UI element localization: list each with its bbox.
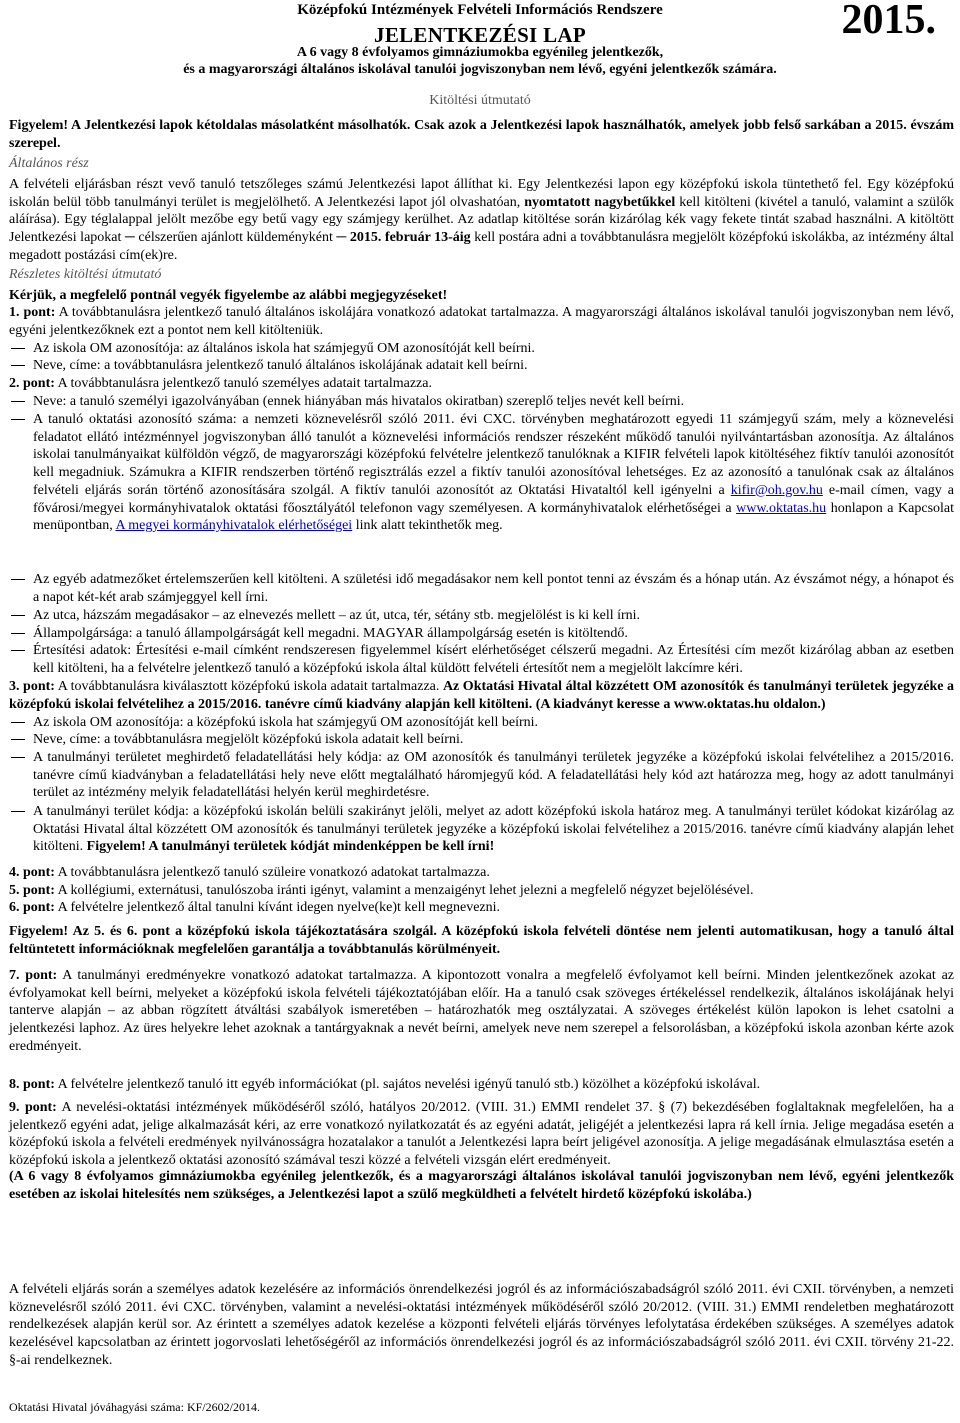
point-2-text: A továbbtanulásra jelentkező tanuló személyes adatait tartalmazza. (54, 376, 432, 391)
point-1 (9, 304, 954, 339)
point-3-bold: Az Oktatási Hivatal által közzétett OM azonosítók és tanulmányi területek jegyzéke a középfokú iskolai felvételihez a 2015/2016. tanévre című kiadvány alapján kell kitölteni. (A kiadványt keresse a www.oktatas.hu oldalon.) (9, 679, 954, 712)
point-3-item-2: Neve, címe: a továbbtanulásra megjelölt középfokú iskola adatait kell beírni. (9, 731, 954, 749)
point-4 (9, 864, 954, 882)
point-2-item-3: Az egyéb adatmezőket értelemszerűen kell kitölteni. A születési idő megadásakor nem kell pontot tenni az évszám és a hónap után. Az évszámot négy, a hónapot és a napot két-két arab számjeggyel kell írni. (9, 571, 954, 606)
point-1-text: A továbbtanulásra jelentkező tanuló általános iskolájára vonatkozó adatokat tartalmazza. A magyarországi általános iskolával tanulói jogviszonyban nem lévő, egyéni jelentkezőknek ezt a pontot nem kell kitölteniük. (9, 305, 954, 338)
warning-paragraph (9, 117, 954, 152)
approval-number: Oktatási Hivatal jóváhagyási száma: KF/2602/2014. (9, 1400, 260, 1414)
general-paragraph (9, 176, 954, 265)
point-9-label: 9. pont: (9, 1100, 57, 1115)
privacy-notice: A felvételi eljárás során a személyes adatok kezelésére az információs önrendelkezési jogról és az információszabadságról szóló 2011. évi CXII. törvényben, a nemzeti köznevelésről szóló 2011. évi CXC. törvényben, valamint a nevelési-oktatási intézmények működéséről szóló 20/2012. (VIII. 31.) EMMI rendeletben meghatározott rendelkezések alapján kerül sor. Az érintett a személyes adatok kezelése a központi felvételi eljárás törvényes lefolytatása érdekében szükséges. A személyes adatok kezelésével kapcsolatban az érintett jogorvoslati lehetőségéről az információs önrendelkezési jogról és az információszabadságról szóló 2011. évi CXII. törvény 21-22. §-ai rendelkeznek. (9, 1282, 954, 1368)
warning-2: Figyelem! Az 5. és 6. pont a középfokú iskola tájékoztatására szolgál. A középfokú iskola felvételi döntése nem jelenti automatikusan, hogy a tanuló által feltüntetett információknak megfelelően garantálja a továbbtanulás körülményeit. (9, 924, 954, 957)
point-8-text: A felvételre jelentkező tanuló itt egyéb információkat (pl. sajátos nevelési igényű tanuló stb.) közölhet a középfokú iskolával. (54, 1077, 761, 1092)
point-2-item-2-text-1: A tanuló oktatási azonosító száma: a nemzeti köznevelésről szóló 2011. évi CXC. törvényben meghatározott egyedi 11 számjegyű szám, mely a köznevelési feladatot ellátó intézménnyel jogviszonyban álló tanulót a köznevelési információs rendszer részeként működő tanulói nyilvántartásban azonosítja. Az általános iskolai tanulmányaikat külföldön végző, de magyarországi középfokú felvételre jelentkező tanulóknak a KIFIR felvételi lapok kitöltéséhez fiktív tanulói azonosítót kell megadniuk. Számukra a KIFIR rendszerben történő regisztrálás ezzel a fiktív tanulói azonosítóval lehetséges. Ez az azonosító a tanulónak csak az általános felvételi eljárás során történő azonosítására szolgál. A fiktív tanulói azonosítót az Oktatási Hivataltól kell igényelni a (33, 412, 954, 498)
point-2-label: 2. pont: (9, 376, 55, 391)
closing-note: (A 6 vagy 8 évfolyamos gimnáziumokba egyénileg jelentkezők, és a magyarországi általános iskolával tanulói jogviszonyban nem lévő, egyéni jelentkezők esetében az iskolai hitelesítés nem szükséges, a Jelentkezési lapot a szülő megküldheti a felvételt hirdető középfokú iskolába.) (9, 1169, 954, 1202)
point-2-item-6: Értesítési adatok: Értesítési e-mail címként rendszeresen figyelemmel kísért elérhetőséget célszerű megadni. Az Értesítési cím mezőt kizárólag abban az esetben kell kitölteni, ha a felvételre jelentkező tanuló a középfokú iskola által küldött felvételi értesítőt nem a megjelölt lakcímre kéri. (9, 642, 954, 677)
point-8 (9, 1076, 954, 1094)
point-6 (9, 899, 954, 917)
point-4-label: 4. pont: (9, 865, 55, 880)
general-heading: Általános rész (9, 156, 89, 171)
point-2-item-2-text-2: e-mail címen, vagy a fővárosi/megyei kormányhivatalok oktatási főosztályától telefonon vagy személyesen. A kormányhivatalok elérhetőségei a (33, 482, 954, 516)
point-9 (9, 1099, 954, 1170)
point-7 (9, 967, 954, 1056)
point-1-label: 1. pont: (9, 305, 56, 320)
general-text-1: A felvételi eljárásban részt vevő tanuló tetszőleges számú Jelentkezési lapot állíthat ki. Egy Jelentkezési lapon egy középfokú iskola tüntethető fel. Egy középfokú iskolán belül több tanulmányi terület is megjelölhető. A Jelentkezési lapot jól olvashatóan, (9, 177, 954, 210)
detailed-heading: Részletes kitöltési útmutató (9, 267, 162, 282)
point-5 (9, 882, 954, 900)
point-1-item-2: Neve, címe: a továbbtanulásra jelentkező tanuló általános iskolájának adatait kell beírni. (9, 357, 954, 375)
general-text-2: kell kitölteni (kivétel a tanuló, valamint a szülők aláírása). Egy téglalappal jelölt mezőbe egy betű vagy egy számjegy kerülhet. Az adatlap kitöltése során kizárólag kék vagy fekete tintát szabad használni. A kitöltött Jelentkezési lapokat ─ célszerűen ajánlott küldeményként ─ (9, 194, 955, 246)
point-2-item-2-text-3: honlapon a Kapcsolat menüpontban, (33, 500, 955, 534)
warning-text: A Jelentkezési lapok kétoldalas másolatként másolhatók. Csak azok a Jelentkezési lapok használhatók, amelyek jobb felső sarkában a 2015. évszám szerepel. (9, 118, 954, 151)
point-3-text: A továbbtanulásra kiválasztott középfokú iskola adatait tartalmazza. (54, 679, 443, 694)
point-5-label: 5. pont: (9, 883, 55, 898)
guide-title: Kitöltési útmutató (429, 93, 531, 108)
point-4-text: A továbbtanulásra jelentkező tanuló szüleire vonatkozó adatokat tartalmazza. (54, 865, 490, 880)
point-3-item-3: A tanulmányi területet meghirdető feladatellátási hely kódja: az OM azonosítók és tanulmányi területek jegyzéke a középfokú iskolai felvételihez a 2015/2016. tanévre című kiadványban a feladatellátási hely neve előtt megtalálható háromjegyű kód. A feladatellátási hely kód azt határozza meg, hogy az adott tanulmányi terület az intézmény melyik feladatellátási helyén kerül meghirdetésre. (9, 749, 954, 802)
point-2-item-2-text-4: link alatt tekinthetők meg. (352, 518, 503, 534)
form-title: JELENTKEZÉSI LAP (374, 23, 586, 47)
point-6-text: A felvételre jelentkező által tanulni kívánt idegen nyelve(ke)t kell megnevezni. (54, 900, 501, 915)
point-3-item-1: Az iskola OM azonosítója: a középfokú iskola hat számjegyű OM azonosítóját kell beírni. (9, 714, 954, 732)
general-text-bold: nyomtatott nagybetűkkel (524, 194, 676, 210)
government-offices-link[interactable]: A megyei kormányhivatalok elérhetőségei (115, 518, 353, 534)
point-3-item-4 (9, 803, 954, 856)
point-2-item-1: Neve: a tanuló személyi igazolványában (ennek hiányában más hivatalos okiratban) szereplő teljes nevét kell beírni. (9, 393, 954, 411)
point-2-item-2 (9, 411, 954, 535)
oktatas-web-link[interactable]: www.oktatas.hu (736, 500, 827, 516)
point-5-text: A kollégiumi, externátusi, tanulószoba iránti igényt, valamint a menzaigényt lehet jelezni a megfelelő négyzet bejelölésével. (54, 883, 754, 898)
point-2-item-4: Az utca, házszám megadásakor – az elnevezés mellett – az út, utca, tér, sétány stb. megjelölést is ki kell írni. (9, 607, 954, 625)
point-1-item-1: Az iskola OM azonosítója: az általános iskola hat számjegyű OM azonosítóját kell beírni. (9, 340, 954, 358)
point-6-label: 6. pont: (9, 900, 55, 915)
point-7-label: 7. pont: (9, 968, 58, 983)
general-deadline: 2015. február 13-áig (349, 230, 471, 246)
detailed-request: Kérjük, a megfelelő pontnál vegyék figyelembe az alábbi megjegyzéseket! (9, 288, 448, 303)
form-subtitle-2: és a magyarországi általános iskolával tanulói jogviszonyban nem lévő, egyéni jelentkezők számára. (183, 62, 777, 77)
form-subtitle-1: A 6 vagy 8 évfolyamos gimnáziumokba egyénileg jelentkezők, (296, 45, 664, 60)
point-7-text: A tanulmányi eredményekre vonatkozó adatokat tartalmazza. A kipontozott vonalra a megfelelő évfolyamot kell beírni. Minden jelentkezőnek azokat az évfolyamokat kell beírni, melyeket a középfokú iskola felvételi tájékoztatójában előír. Ha a tanuló csak szöveges értékeléssel rendelkezik, általános iskolájának helyi tanterve alapján – az abban rögzített átváltási szabályok ismeretében – határozhatók meg osztályzatai. A szöveges értékelést külön lapokon is lehet csatolni a jelentkezési laphoz. Az üres helyekre lehet azoknak a tantárgyaknak a nevét beírni, amelyek neve nem szerepel a felsorolásban, a középfokú iskola azonban kérte azok eredményeit. (9, 968, 954, 1054)
point-3-item-4-text: A tanulmányi terület kódja: a középfokú iskolán belüli szakirányt jelöli, melyet az adott középfokú iskola határoz meg. A tanulmányi terület kódokat kizárólag az Oktatási Hivatal által közzétett OM azonosítók és tanulmányi területek jegyzéke a középfokú iskolai felvételihez a 2015/2016. tanévre című kiadvány alapján lehet kitölteni. (33, 804, 954, 855)
point-3 (9, 678, 954, 713)
general-text-3: kell postára adni a továbbtanulásra megjelölt középfokú iskolákba, az intézmény által megadott postázási cím(ek)re. (9, 230, 954, 263)
point-3-item-4-bold: Figyelem! A tanulmányi területek kódját mindenképpen be kell írni! (86, 839, 495, 855)
point-2-item-5: Állampolgársága: a tanuló állampolgárságát kell megadni. MAGYAR állampolgárság esetén is kitöltendő. (9, 625, 954, 643)
warning-lead: Figyelem! (9, 118, 69, 133)
point-9-text: A nevelési-oktatási intézmények működéséről szóló, hatályos 20/2012. (VIII. 31.) EMMI rendelet 37. § (7) bekezdésében foglaltaknak megfelelően, ha a jelentkező egyéni adat, jelige alkalmazását kéri, az erre vonatkozó nyilatkozatát és az egyéni adatát, jeligéjét a jelentkezési lapra rá kell írnia. Jelige megadása esetén a középfokú iskola a felvételi eredmények nyilvánosságra hozatalakor a tanulót a Jelentkezési lapra beírt jeligével azonosítja. A jelige megadásának elmulasztása esetén a középfokú iskola a jelentkező oktatási azonosító számával teszi közzé a felvételi vizsgán elért eredményeit. (9, 1100, 954, 1169)
point-3-label: 3. pont: (9, 679, 55, 694)
point-8-label: 8. pont: (9, 1077, 55, 1092)
system-title: Középfokú Intézmények Felvételi Információs Rendszere (297, 2, 663, 18)
form-year: 2015. (841, 0, 936, 43)
point-2 (9, 375, 954, 393)
kifir-email-link[interactable]: kifir@oh.gov.hu (730, 482, 823, 498)
